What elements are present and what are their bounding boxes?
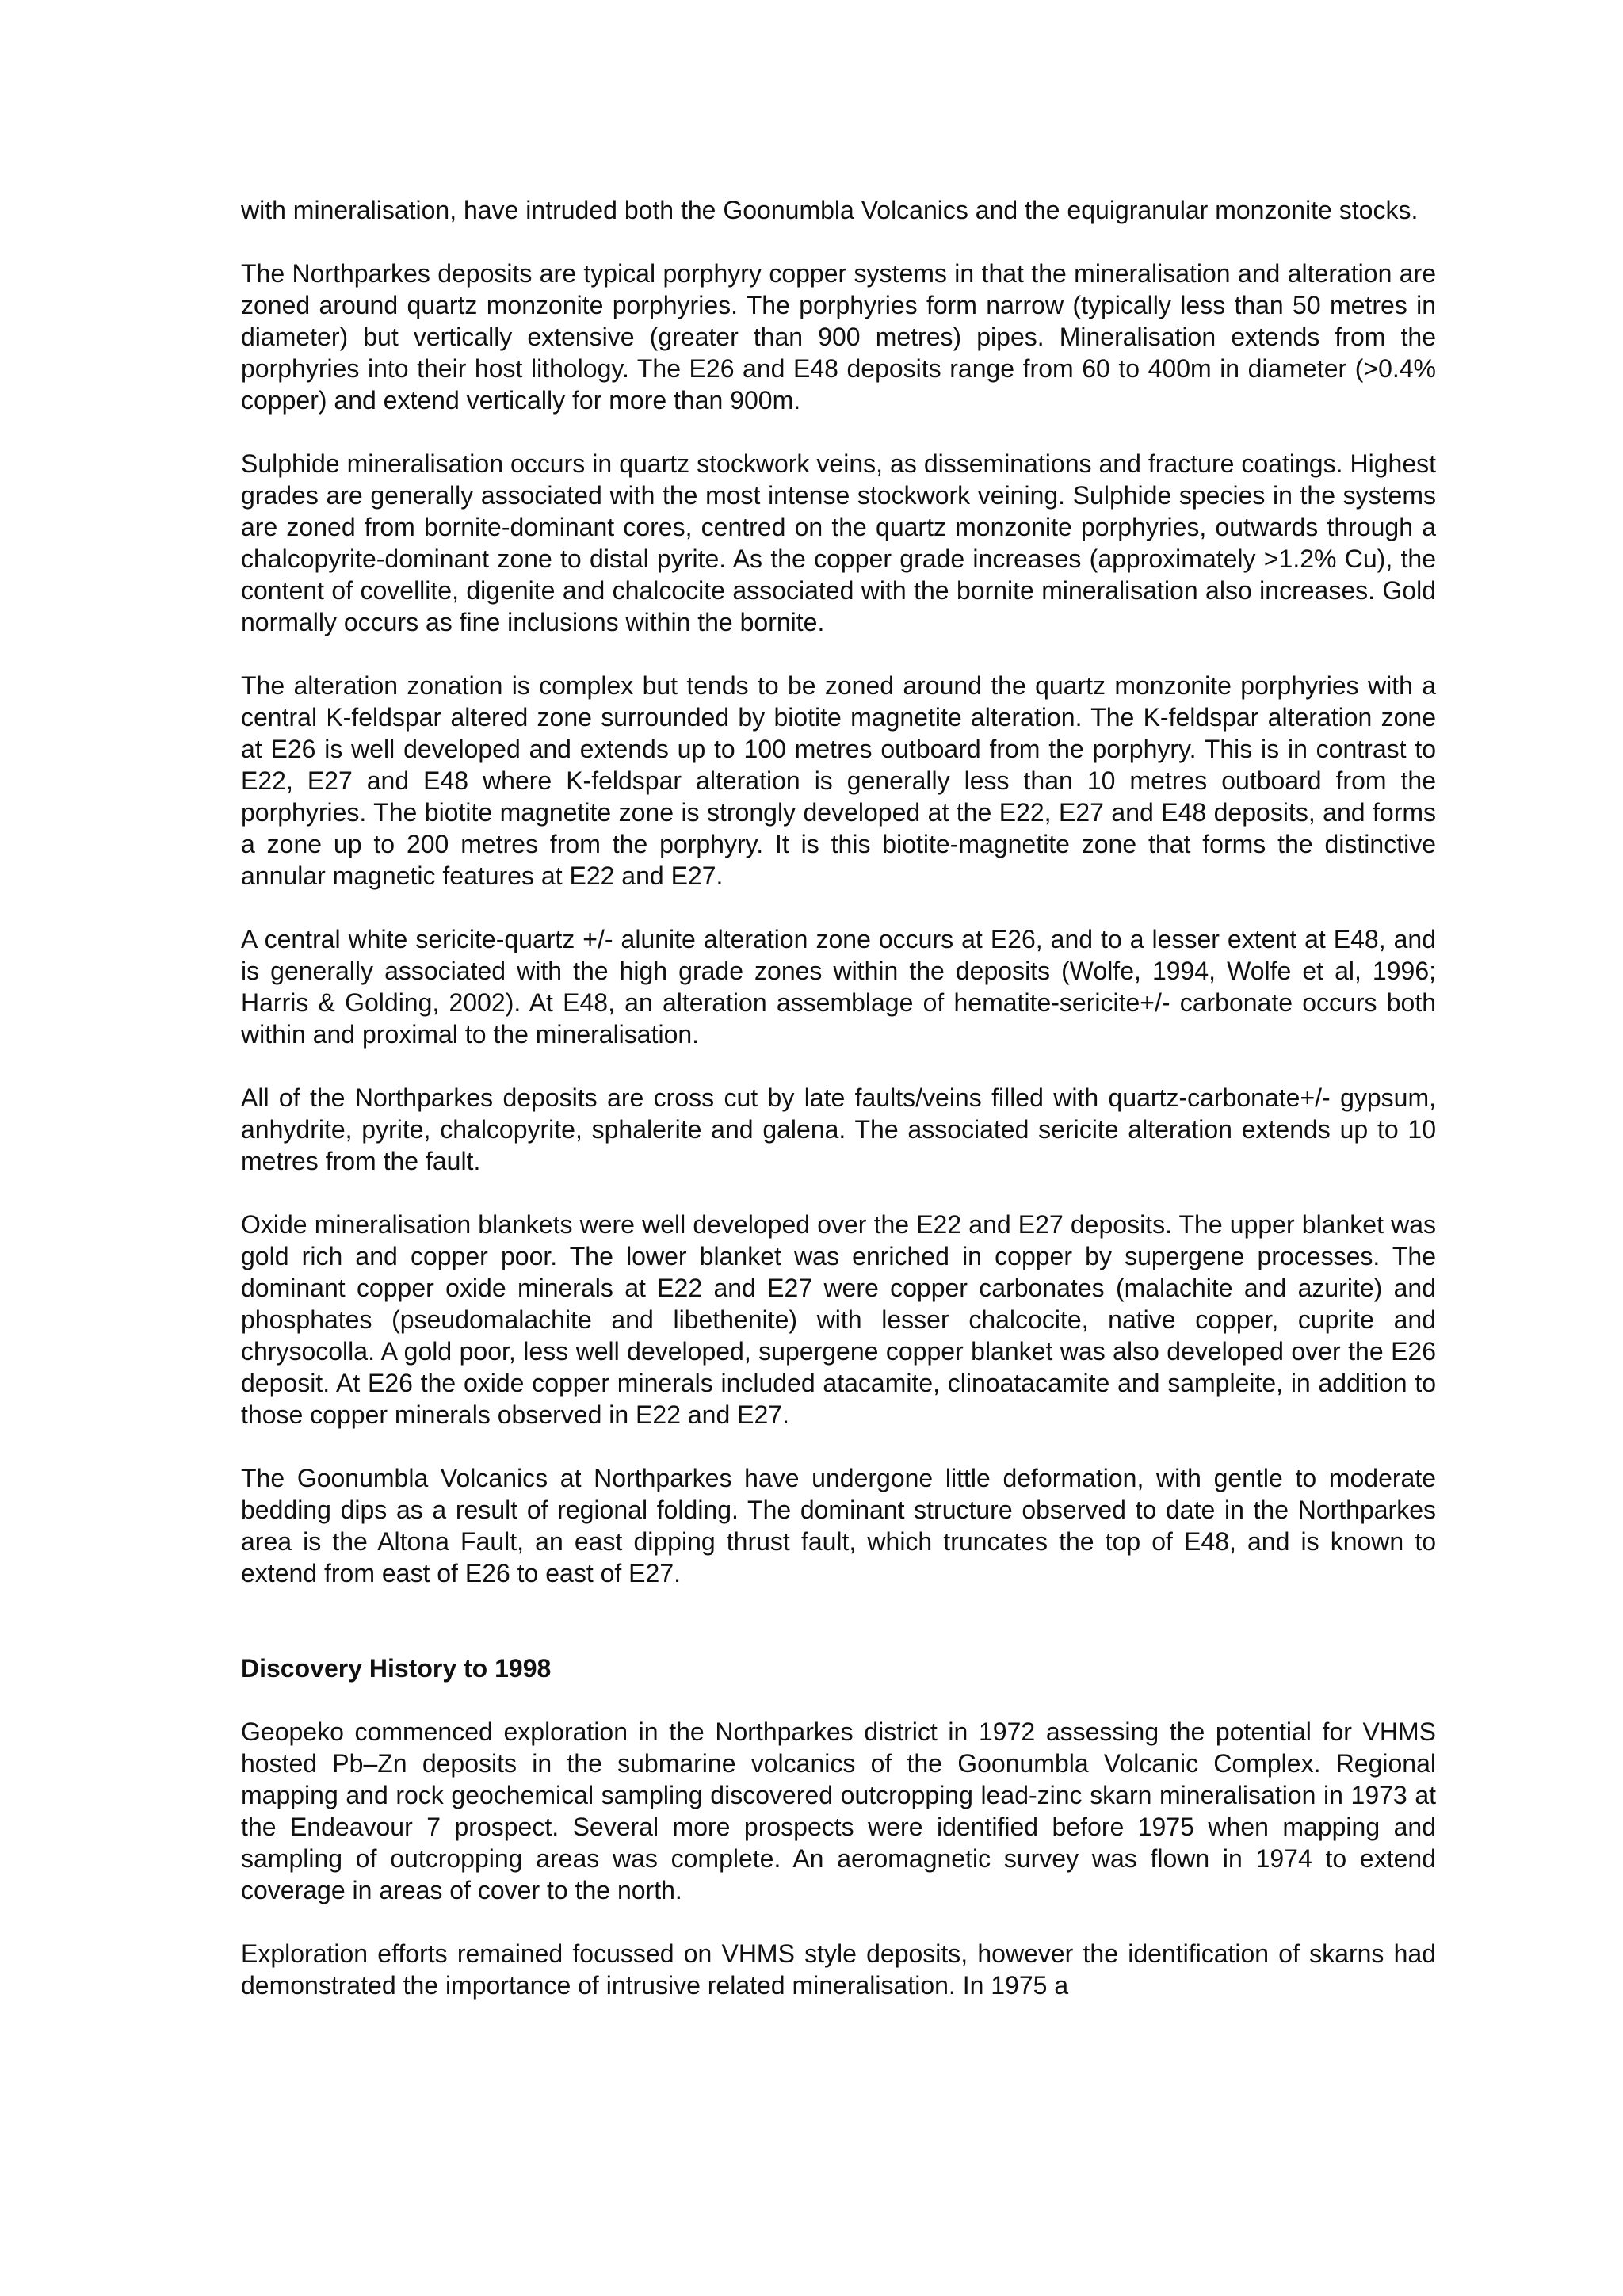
paragraph-sulphide-mineralisation: Sulphide mineralisation occurs in quartz stockwork veins, as disseminations and fracture coatings. Highest grades are generally associated with the most intense stockwork veining. Sulphide species in the systems are zoned from bornite-dominant cores, centred on the quartz monzonite porphyries, outwards through a chalcopyrite-dominant zone to distal pyrite. As the copper grade increases (approximately >1.2% Cu), the content of covellite, digenite and chalcocite associated with the bornite mineralisation also increases. Gold normally occurs as fine inclusions within the bornite. [241, 449, 1436, 636]
paragraph-geopeko-exploration: Geopeko commenced exploration in the Northparkes district in 1972 assessing the potential for VHMS hosted Pb–Zn deposits in the submarine volcanics of the Goonumbla Volcanic Complex. Regional mapping and rock geochemical sampling discovered outcropping lead-zinc skarn mineralisation in 1973 at the Endeavour 7 prospect. Several more prospects were identified before 1975 when mapping and sampling of outcropping areas was complete. An aeromagnetic survey was flown in 1974 to extend coverage in areas of cover to the north. [241, 1717, 1436, 1904]
section-heading: Discovery History to 1998 [241, 1654, 552, 1683]
paragraph-porphyry-systems: The Northparkes deposits are typical porphyry copper systems in that the mineralisation and alteration are zoned around quartz monzonite porphyries. The porphyries form narrow (typically less than 50 metres in diameter) but vertically extensive (greater than 900 metres) pipes. Mineralisation extends from the porphyries into their host lithology. The E26 and E48 deposits range from 60 to 400m in diameter (>0.4% copper) and extend vertically for more than 900m. [241, 259, 1436, 415]
paragraph-late-faults: All of the Northparkes deposits are cross cut by late faults/veins filled with quartz-carbonate+/- gypsum, anhydrite, pyrite, chalcopyrite, sphalerite and galena. The associated sericite alteration extends up to 10 metres from the fault. [241, 1083, 1436, 1175]
paragraph-structure: The Goonumbla Volcanics at Northparkes have undergone little deformation, with gentle to moderate bedding dips as a result of regional folding. The dominant structure observed to date in the Northparkes area is the Altona Fault, an east dipping thrust fault, which truncates the top of E48, and is known to extend from east of E26 to east of E27. [241, 1464, 1436, 1587]
paragraph-intrusion-continuation: with mineralisation, have intruded both the Goonumbla Volcanics and the equigranular monzonite stocks. [241, 196, 1419, 224]
paragraph-oxide-mineralisation: Oxide mineralisation blankets were well developed over the E22 and E27 deposits. The upper blanket was gold rich and copper poor. The lower blanket was enriched in copper by supergene processes. The dominant copper oxide minerals at E22 and E27 were copper carbonates (malachite and azurite) and phosphates (pseudomalachite and libethenite) with lesser chalcocite, native copper, cuprite and chrysocolla. A gold poor, less well developed, supergene copper blanket was also developed over the E26 deposit. At E26 the oxide copper minerals included atacamite, clinoatacamite and sampleite, in addition to those copper minerals observed in E22 and E27. [241, 1210, 1436, 1429]
document-page [241, 194, 1436, 2033]
paragraph-exploration-efforts: Exploration efforts remained focussed on VHMS style deposits, however the identification of skarns had demonstrated the importance of intrusive related mineralisation. In 1975 a [241, 1939, 1436, 2000]
paragraph-sericite-alteration: A central white sericite-quartz +/- alunite alteration zone occurs at E26, and to a lesser extent at E48, and is generally associated with the high grade zones within the deposits (Wolfe, 1994, Wolfe et al, 1996; Harris & Golding, 2002). At E48, an alteration assemblage of hematite-sericite+/- carbonate occurs both within and proximal to the mineralisation. [241, 925, 1436, 1049]
paragraph-alteration-zonation: The alteration zonation is complex but tends to be zoned around the quartz monzonite porphyries with a central K-feldspar altered zone surrounded by biotite magnetite alteration. The K-feldspar alteration zone at E26 is well developed and extends up to 100 metres outboard from the porphyry. This is in contrast to E22, E27 and E48 where K-feldspar alteration is generally less than 10 metres outboard from the porphyries. The biotite magnetite zone is strongly developed at the E22, E27 and E48 deposits, and forms a zone up to 200 metres from the porphyry. It is this biotite-magnetite zone that forms the distinctive annular magnetic features at E22 and E27. [241, 671, 1436, 890]
